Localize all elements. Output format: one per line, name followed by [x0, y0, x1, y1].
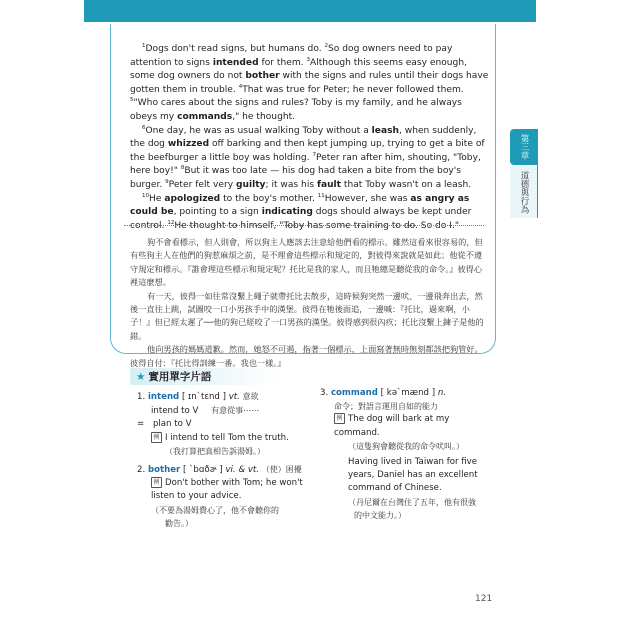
text-run: Peter ran after him, shouting, "Toby, here boy!" — [130, 152, 481, 177]
text-run: dogs should always be kept under control. — [130, 207, 472, 231]
zh-paragraph-2: 有一天，彼得一如往常沒繫上繩子就帶托比去散步，這時候狗突然一邊吠、一邊飛奔出去，然後一直往上跳，試圖咬一口小男孩手中的漢堡。彼得在牠後面追，一邊喊：『托比，過來啊，小子！』但已經太遲了──他的狗已經咬了一口男孩的漢堡。彼得感到很內疚；托比沒繫上鍊子是他的錯。 — [130, 290, 484, 341]
text-run: Although this seems easy enough, some dog owners do not — [130, 57, 467, 82]
example-icon: 例 — [334, 413, 345, 424]
entry-word: bother — [147, 465, 181, 476]
example-translation: （不要為湯姆費心了，他不會聽你的 — [151, 505, 279, 515]
english-paragraph-2 — [130, 125, 490, 193]
entry-meaning: 意欲 — [242, 392, 259, 401]
keyword: as angry as could be — [130, 193, 470, 218]
text-run: ," he thought. — [232, 111, 296, 122]
text-run: for them. — [258, 57, 307, 68]
english-story — [130, 43, 490, 233]
vocab-left-column — [137, 390, 317, 530]
chinese-translation — [130, 236, 486, 370]
text-run: Peter felt very — [168, 179, 236, 190]
vocab-header — [130, 368, 490, 385]
text-run: "Who cares about the signs and rules? Toby is my family, and he always obeys my — [130, 98, 462, 122]
entry-word: command — [330, 388, 378, 398]
side-rule — [537, 129, 538, 218]
example-translation-cont: 的中文能力。） — [354, 510, 406, 520]
text-run: , pointing to a sign — [173, 207, 262, 218]
keyword: leash — [371, 125, 399, 136]
phrase-meaning: 有意從事⋯⋯ — [211, 406, 260, 416]
example-text-cont: listen to your advice. — [151, 491, 242, 502]
entry-word: intend — [147, 392, 180, 402]
phrase-text: intend to V — [151, 406, 199, 417]
entry-ipa: [ ɪnˋtɛnd ] — [181, 392, 226, 402]
entry-ipa: [ kəˋmænd ] — [380, 388, 436, 398]
example-translation-cont: 勸告。） — [165, 518, 193, 528]
sentence-number: 6 — [142, 124, 146, 131]
text-run: , when suddenly, the dog — [130, 125, 477, 150]
sentence-number: 1 — [142, 42, 146, 49]
vocab-entry-intend — [137, 390, 317, 404]
vocab-title-text: 實用單字片語 — [148, 371, 212, 383]
example-translation: （這隻狗會聽從我的命令吠叫。） — [348, 441, 464, 451]
sentence-number: 10 — [142, 192, 149, 199]
example-line — [137, 477, 317, 490]
text-run: One day, he was as usual walking Toby without a — [145, 125, 372, 136]
text-run: That was true for Peter; he never followed them. — [242, 84, 464, 95]
vocab-right-column — [320, 387, 495, 522]
keyword: fault — [316, 179, 342, 190]
phrase-line — [137, 404, 317, 418]
english-paragraph-3 — [130, 193, 490, 234]
example-line — [137, 432, 317, 445]
chapter-tab: 第三章 — [510, 129, 538, 165]
vocab-entry-bother — [137, 463, 317, 477]
keyword: whizzed — [167, 139, 210, 150]
text-run: off barking and then kept jumping up, trying to get a bite of the beefburger a little boy was holding. — [130, 139, 485, 163]
example-text: Having lived in Taiwan for five — [348, 457, 478, 468]
zh-paragraph-3: 他向男孩的媽媽道歉。然而，她怒不可遏，指著一個標示，上面寫著無時無刻都該把狗管好。彼得自付：『托比得訓練一番。我也一樣。』 — [130, 344, 483, 368]
synonym-line — [137, 418, 317, 431]
text-run: with the signs and rules until their dogs have gotten them in trouble. — [130, 71, 489, 95]
top-banner — [84, 0, 536, 22]
sentence-number: 3 — [306, 56, 310, 63]
keyword: commands — [177, 111, 233, 122]
example-icon: 例 — [151, 477, 162, 488]
entry-pos: vt. — [228, 392, 240, 402]
keyword: indicating — [261, 207, 313, 218]
synonym-text: plan to V — [152, 419, 192, 430]
text-run: But it was too late — his dog had taken a bite from the boy's burger. — [130, 166, 462, 190]
entry-meaning: （使）困擾 — [261, 465, 302, 475]
sentence-number: 11 — [317, 192, 325, 199]
text-run: to the boy's mother. — [220, 193, 318, 204]
example-translation: （我打算把真相告訴湯姆。） — [165, 446, 265, 456]
entry-number: 2. — [137, 465, 146, 476]
keyword: apologized — [164, 193, 221, 204]
entry-ipa: [ ˋbɑðɚ ] — [183, 465, 223, 476]
example-text: The dog will bark at my command. — [334, 414, 450, 438]
sentence-number: 9 — [165, 178, 169, 185]
text-run: So dog owners need to pay attention to signs — [130, 44, 453, 68]
keyword: intended — [212, 57, 259, 68]
sentence-number: 12 — [167, 219, 175, 226]
sentence-number: 5 — [130, 97, 134, 104]
vocab-title — [136, 369, 211, 384]
equals-sign: = — [137, 419, 145, 430]
text-run: Dogs don't read signs, but humans do. — [145, 44, 325, 54]
sentence-number: 2 — [324, 42, 329, 49]
example-text-cont: command of Chinese. — [348, 483, 442, 494]
example-text: Don't bother with Tom; he won't — [165, 478, 303, 489]
text-run: ; it was his — [265, 179, 317, 190]
text-run: that Toby wasn't on a leash. — [341, 179, 472, 190]
text-run: He thought to himself, "Toby has some training to do. So do I." — [174, 220, 460, 231]
example-line — [320, 413, 495, 439]
entry-meaning: 命令；對語言運用自如的能力 — [334, 402, 438, 412]
entry-number: 1. — [137, 392, 146, 402]
topic-tab: 道德與行為 — [510, 166, 538, 218]
entry-number: 3. — [320, 388, 329, 398]
entry-pos: n. — [437, 388, 447, 398]
page-number: 121 — [475, 594, 493, 604]
star-icon: ★ — [136, 371, 146, 383]
example-icon: 例 — [151, 432, 162, 443]
section-divider — [124, 225, 484, 226]
sentence-number: 7 — [312, 151, 316, 158]
english-paragraph-1 — [130, 43, 490, 125]
example-text-cont: years, Daniel has an excellent — [348, 470, 478, 481]
entry-pos: vi. & vt. — [225, 465, 260, 476]
zh-paragraph-1: 狗不會看標示，但人則會，所以狗主人應該去注意給他們看的標示。雖然這看來很容易的，但有些狗主人在他們的狗惹麻煩之前，是不理會這些標示和規定的，對彼得來說就是如此；他從不遵守規定和標示。『誰會理這些標示和規定呢？托比是我的家人，而且牠總是聽從我的命令。』彼得心裡這麼想。 — [130, 237, 483, 288]
sentence-number: 8 — [180, 165, 185, 172]
example-text: I intend to tell Tom the truth. — [165, 432, 289, 443]
keyword: guilty — [235, 179, 266, 190]
sentence-number: 4 — [238, 83, 243, 90]
example-translation: （丹尼爾在台灣住了五年，他有很強 — [348, 497, 476, 507]
text-run: However, she was — [324, 193, 411, 204]
keyword: bother — [245, 71, 280, 82]
text-run: He — [149, 193, 165, 204]
vocab-entry-command — [320, 387, 495, 400]
